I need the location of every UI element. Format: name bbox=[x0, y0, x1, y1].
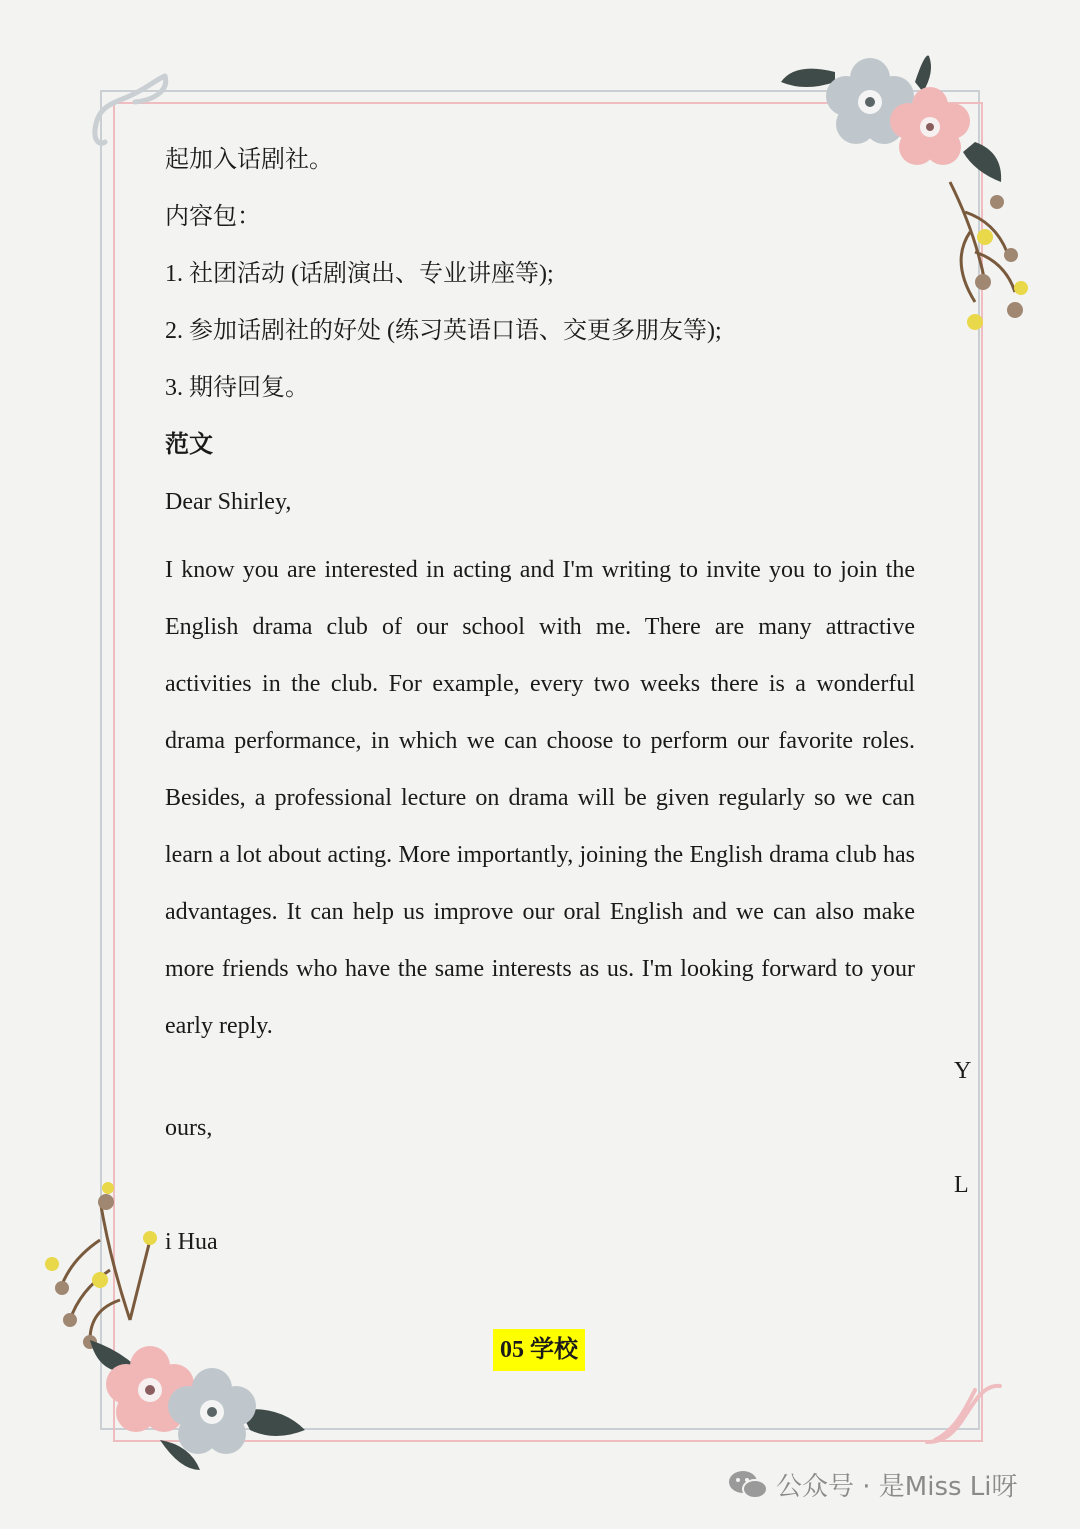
prompt-point-2: 2. 参加话剧社的好处 (练习英语口语、交更多朋友等); bbox=[165, 318, 722, 344]
signature-closing: ours, bbox=[165, 1115, 213, 1141]
letter-body: I know you are interested in acting and I'm writing to invite you to join the English drama club of our school with me. There are many attractive activities in the club. For example, every two weeks there is a wonderful drama performance, in which we can choose to perform our favorite roles. Besides, a professional lecture on drama will be given regularly so we can learn a lot about acting. More importantly, joining the English drama club has advantages. It can help us improve our oral English and we can also make more friends who have the same interests as us. I'm looking forward to your early reply. bbox=[165, 557, 915, 1039]
signature-l: L bbox=[954, 1172, 969, 1198]
letter-greeting: Dear Shirley, bbox=[165, 489, 292, 515]
watermark-text: 公众号 · 是Miss Li呀 bbox=[776, 1472, 1018, 1502]
swirl-ornament-bottom-right bbox=[915, 1380, 1015, 1450]
flower-cluster-top-right bbox=[775, 52, 1055, 342]
prompt-line-join: 起加入话剧社。 bbox=[165, 147, 333, 173]
watermark bbox=[728, 1466, 1018, 1503]
wechat-icon bbox=[728, 1468, 768, 1502]
prompt-line-content: 内容包： bbox=[165, 204, 261, 230]
flower-cluster-bottom-left bbox=[40, 1180, 320, 1470]
section-heading: 范文 bbox=[165, 432, 213, 458]
section-footer-label: 05 学校 bbox=[493, 1329, 585, 1371]
signature-y: Y bbox=[954, 1058, 972, 1084]
prompt-point-3: 3. 期待回复。 bbox=[165, 375, 309, 401]
prompt-point-1: 1. 社团活动 (话剧演出、专业讲座等); bbox=[165, 261, 554, 287]
signature-name: i Hua bbox=[165, 1229, 218, 1255]
